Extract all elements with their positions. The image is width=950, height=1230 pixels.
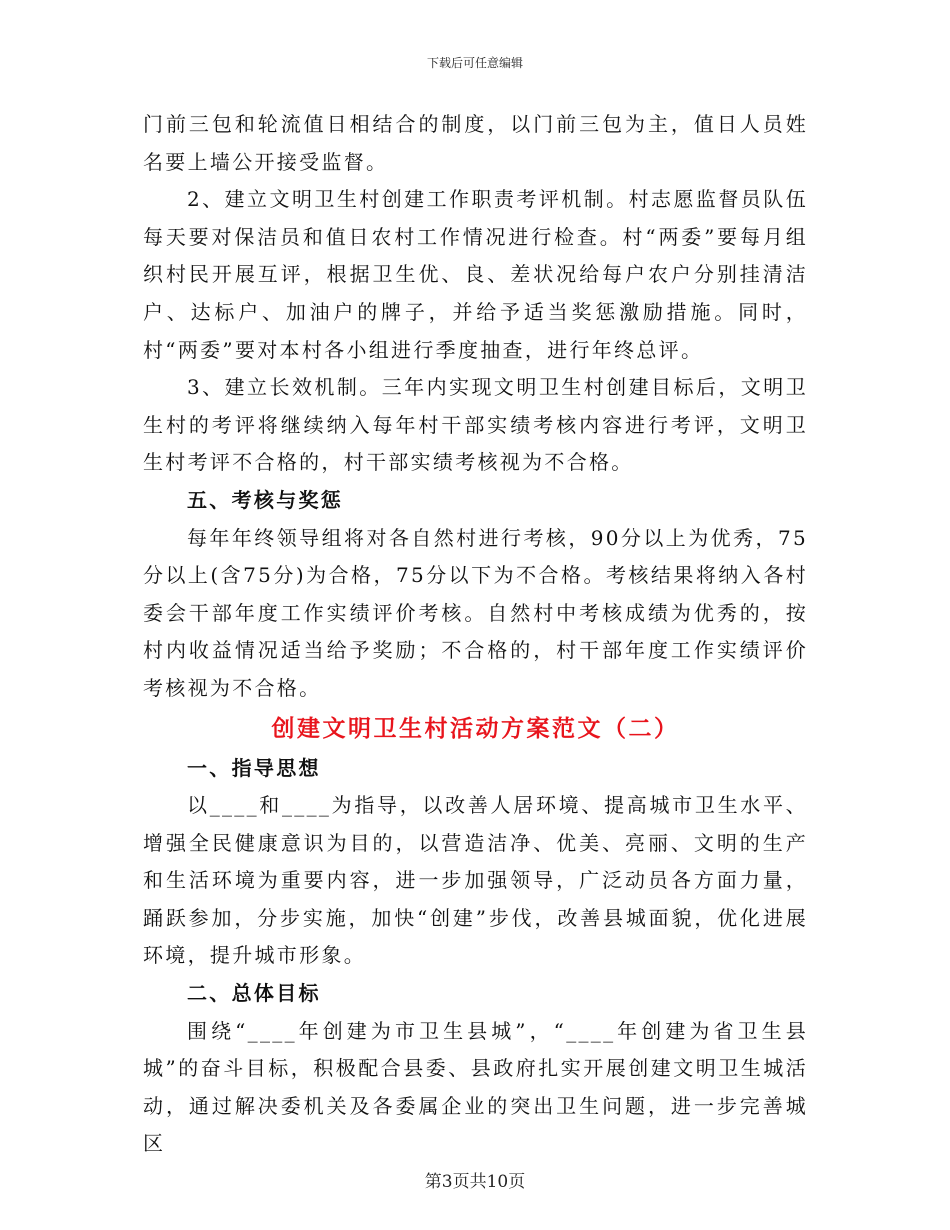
paragraph-4: 每年年终领导组将对各自然村进行考核，90分以上为优秀，75分以上(含75分)为合格，75分以下为不合格。考核结果将纳入各村委会干部年度工作实绩评价考核。自然村中考核成绩为优秀的，按村内收益情况适当给予奖励；不合格的，村干部年度工作实绩评价考核视为不合格。 — [143, 525, 808, 700]
paragraph-1: 门前三包和轮流值日相结合的制度，以门前三包为主，值日人员姓名要上墙公开接受监督。 — [143, 112, 808, 174]
section-heading-overall-goal: 二、总体目标 — [187, 981, 321, 1006]
section-heading-guiding-thought: 一、指导思想 — [187, 755, 321, 780]
page-header: 下载后可任意编辑 — [426, 56, 523, 70]
paragraph-2: 2、建立文明卫生村创建工作职责考评机制。村志愿监督员队伍每天要对保洁员和值日农村工作情况进行检查。村“两委”要每月组织村民开展互评，根据卫生优、良、差状况给每户农户分别挂清洁户、达标户、加油户的牌子，并给予适当奖惩激励措施。同时，村“两委”要对本村各小组进行季度抽查，进行年终总评。 — [143, 187, 808, 362]
document-title-2: 创建文明卫生村活动方案范文（二） — [271, 714, 680, 742]
document-body — [143, 106, 808, 1163]
page-footer: 第3页共10页 — [424, 1172, 526, 1192]
paragraph-3: 3、建立长效机制。三年内实现文明卫生村创建目标后，文明卫生村的考评将继续纳入每年村干部实绩考核内容进行考评，文明卫生村考评不合格的，村干部实绩考核视为不合格。 — [143, 375, 808, 475]
section-heading-assessment: 五、考核与奖惩 — [187, 487, 344, 512]
paragraph-5: 以____和____为指导，以改善人居环境、提高城市卫生水平、增强全民健康意识为目的，以营造洁净、优美、亮丽、文明的生产和生活环境为重要内容，进一步加强领导，广泛动员各方面力量，踊跃参加，分步实施，加快“创建”步伐，改善县城面貌，优化进展环境，提升城市形象。 — [143, 793, 808, 968]
paragraph-6: 围绕“____年创建为市卫生县城”，“____年创建为省卫生县城”的奋斗目标，积极配合县委、县政府扎实开展创建文明卫生城活动，通过解决委机关及各委属企业的突出卫生问题，进一步完善城区 — [143, 1018, 808, 1156]
